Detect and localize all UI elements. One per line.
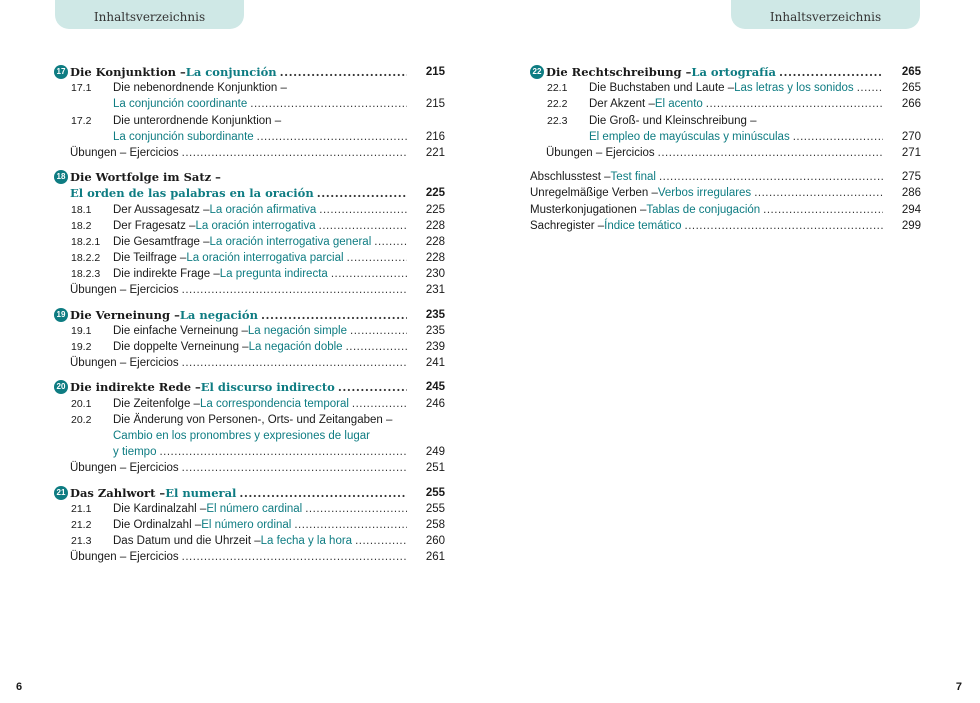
toc-entry[interactable] xyxy=(54,323,445,339)
toc-entry[interactable] xyxy=(54,169,445,185)
title-german: Übungen – Ejercicios xyxy=(70,284,179,297)
toc-entry[interactable] xyxy=(54,339,445,355)
entry-title xyxy=(113,218,407,234)
entry-title xyxy=(113,113,407,129)
leader-dots xyxy=(857,80,883,96)
section-number: 19.1 xyxy=(71,324,92,337)
page-reference: 230 xyxy=(425,268,445,281)
toc-entry[interactable] xyxy=(54,412,445,428)
page-reference: 251 xyxy=(425,462,445,475)
header-tab-right: Inhaltsverzeichnis xyxy=(731,0,920,29)
section-number: 22.2 xyxy=(547,98,568,111)
section-number: 17.1 xyxy=(71,82,92,95)
section-number: 17.2 xyxy=(71,114,92,127)
title-german: Die Rechtschreibung – xyxy=(546,65,692,79)
title-german: Die indirekte Rede – xyxy=(70,380,201,395)
toc-entry[interactable] xyxy=(54,428,445,444)
leader-dots xyxy=(338,379,407,395)
page-reference: 235 xyxy=(425,324,445,337)
leader-dots xyxy=(319,202,407,218)
toc-entry[interactable] xyxy=(54,250,445,266)
entry-title xyxy=(70,145,407,161)
page-reference: 294 xyxy=(901,203,921,216)
title-german: Die Wortfolge im Satz – xyxy=(70,170,221,185)
leader-dots xyxy=(659,169,883,185)
entry-title xyxy=(113,250,407,266)
leader-dots xyxy=(182,549,407,565)
page-reference: 299 xyxy=(901,219,921,232)
toc-entry[interactable] xyxy=(54,80,445,96)
page-reference: 265 xyxy=(901,66,921,78)
leader-dots xyxy=(280,64,407,80)
toc-entry[interactable] xyxy=(54,266,445,282)
title-spanish: La oración afirmativa xyxy=(209,203,317,216)
leader-dots xyxy=(352,396,407,412)
section-number: 18.2.1 xyxy=(71,235,101,248)
entry-title xyxy=(113,339,407,355)
leader-dots xyxy=(658,145,883,161)
entry-title xyxy=(530,218,883,234)
leader-dots xyxy=(182,145,407,161)
entry-title xyxy=(113,428,407,444)
leader-dots xyxy=(159,444,407,460)
page-number-left: 6 xyxy=(16,681,23,693)
toc-entry[interactable] xyxy=(54,444,445,460)
entry-title xyxy=(546,145,883,161)
title-german: Übungen – Ejercicios xyxy=(546,146,655,159)
page-reference: 225 xyxy=(425,187,445,200)
title-spanish: Índice temático xyxy=(604,219,682,232)
page-reference: 215 xyxy=(425,98,445,111)
title-german: Abschlusstest – xyxy=(530,171,611,184)
page-reference: 255 xyxy=(425,486,445,499)
leader-dots xyxy=(763,202,883,218)
page-reference: 258 xyxy=(425,518,445,531)
toc-entry[interactable] xyxy=(54,485,445,501)
toc-column-left xyxy=(54,64,445,565)
title-german: Der Akzent – xyxy=(589,98,655,111)
leader-dots xyxy=(250,96,407,112)
page-reference: 241 xyxy=(425,357,445,370)
leader-dots xyxy=(239,485,407,501)
page-reference: 228 xyxy=(425,252,445,265)
section-gap xyxy=(54,371,445,379)
section-number: 18.1 xyxy=(71,203,92,216)
entry-title xyxy=(113,501,407,517)
leader-dots xyxy=(261,307,407,323)
title-spanish: El numeral xyxy=(165,485,237,500)
entry-title xyxy=(530,169,883,185)
section-gap xyxy=(530,161,921,169)
toc-entry[interactable] xyxy=(54,64,445,80)
leader-dots xyxy=(793,129,883,145)
title-spanish: La negación xyxy=(179,307,258,322)
title-german: Die Zeitenfolge – xyxy=(113,397,200,410)
toc-entry[interactable] xyxy=(54,501,445,517)
title-german: Die Buchstaben und Laute – xyxy=(589,82,735,95)
title-german: Die Konjunktion – xyxy=(70,65,186,79)
page-reference: 228 xyxy=(425,219,445,232)
toc-entry[interactable] xyxy=(54,379,445,395)
entry-title xyxy=(113,80,407,96)
title-spanish: Las letras y los sonidos xyxy=(734,82,854,95)
toc-entry[interactable] xyxy=(530,218,921,234)
title-spanish: El número cardinal xyxy=(206,502,303,515)
section-number: 18.2 xyxy=(71,219,92,232)
entry-title xyxy=(113,202,407,218)
chapter-number-badge: 17 xyxy=(54,65,68,79)
title-spanish: El discurso indirecto xyxy=(200,380,335,395)
section-gap xyxy=(54,161,445,169)
page-reference: 235 xyxy=(425,308,445,321)
leader-dots xyxy=(317,185,407,201)
entry-title xyxy=(113,412,407,428)
leader-dots xyxy=(346,339,407,355)
title-german: Übungen – Ejercicios xyxy=(70,551,179,564)
page-reference: 266 xyxy=(901,98,921,111)
title-german: Musterkonjugationen – xyxy=(530,203,647,216)
title-spanish: El orden de las palabras en la oración xyxy=(70,186,314,201)
toc-entry[interactable] xyxy=(54,113,445,129)
toc-entry[interactable] xyxy=(54,129,445,145)
chapter-number-badge: 19 xyxy=(54,308,68,322)
title-spanish: La negación doble xyxy=(248,341,343,353)
title-spanish: Test final xyxy=(610,171,656,184)
title-spanish: La pregunta indirecta xyxy=(219,268,328,281)
page-reference: 286 xyxy=(901,187,921,200)
entry-title xyxy=(530,185,883,201)
title-german: Übungen – Ejercicios xyxy=(70,146,179,159)
chapter-number-badge: 21 xyxy=(54,486,68,500)
entry-title xyxy=(113,396,407,412)
toc-entry[interactable] xyxy=(54,185,445,201)
title-spanish: La conjunción coordinante xyxy=(113,98,248,111)
toc-entry[interactable] xyxy=(530,80,921,96)
title-german: Die Verneinung – xyxy=(70,307,180,322)
toc-entry[interactable] xyxy=(530,113,921,129)
section-number: 20.1 xyxy=(71,397,92,410)
section-number: 21.3 xyxy=(71,535,92,548)
toc-entry[interactable] xyxy=(54,533,445,549)
title-german: Die unterordnende Konjunktion – xyxy=(113,114,282,127)
page-reference: 228 xyxy=(425,235,445,248)
title-german: Die Kardinalzahl – xyxy=(113,502,207,515)
leader-dots xyxy=(257,129,407,145)
entry-title xyxy=(589,96,883,112)
title-spanish: La correspondencia temporal xyxy=(199,397,349,410)
title-spanish: La oración interrogativa parcial xyxy=(186,252,344,265)
title-spanish: La oración interrogativa xyxy=(195,219,316,232)
entry-title xyxy=(70,485,407,501)
entry-title xyxy=(70,282,407,298)
leader-dots xyxy=(347,250,407,266)
toc-entry[interactable] xyxy=(54,218,445,234)
entry-title xyxy=(70,307,407,323)
header-tab-left: Inhaltsverzeichnis xyxy=(55,0,244,29)
toc-entry[interactable] xyxy=(530,169,921,185)
section-gap xyxy=(54,299,445,307)
page-reference: 245 xyxy=(425,381,445,394)
title-german: Die nebenordnende Konjunktion – xyxy=(113,82,287,95)
toc-entry[interactable] xyxy=(530,129,921,145)
leader-dots xyxy=(779,64,883,80)
leader-dots xyxy=(350,323,407,339)
entry-title xyxy=(70,185,407,201)
title-german: Die indirekte Frage – xyxy=(113,268,220,281)
title-spanish: El acento xyxy=(654,98,703,111)
title-german: Die Groß- und Kleinschreibung – xyxy=(589,114,757,127)
title-spanish: La fecha y la hora xyxy=(260,535,353,548)
page-reference: 246 xyxy=(425,397,445,410)
entry-title xyxy=(589,80,883,96)
title-spanish: El número ordinal xyxy=(201,518,292,531)
toc-entry[interactable] xyxy=(54,202,445,218)
page-reference: 255 xyxy=(425,502,445,515)
entry-title xyxy=(70,355,407,371)
section-number: 20.2 xyxy=(71,413,92,426)
entry-title xyxy=(113,129,407,145)
title-german: Das Zahlwort – xyxy=(70,485,166,500)
title-german: Die Gesamtfrage – xyxy=(113,235,210,248)
entry-title xyxy=(113,533,407,549)
page-reference: 260 xyxy=(425,535,445,548)
section-number: 21.1 xyxy=(71,502,92,515)
chapter-number-badge: 18 xyxy=(54,170,68,184)
page-reference: 221 xyxy=(425,146,445,159)
toc-entry[interactable] xyxy=(530,145,921,161)
entry-title xyxy=(113,323,407,339)
toc-entry[interactable] xyxy=(530,64,921,80)
leader-dots xyxy=(355,533,407,549)
section-number: 22.1 xyxy=(547,82,568,95)
entry-title xyxy=(113,266,407,282)
page-reference: 275 xyxy=(901,171,921,184)
page-reference: 271 xyxy=(901,146,921,159)
toc-entry[interactable] xyxy=(54,307,445,323)
leader-dots xyxy=(685,218,883,234)
leader-dots xyxy=(331,266,407,282)
toc-entry[interactable] xyxy=(530,96,921,112)
title-german: Sachregister – xyxy=(530,219,605,232)
page-reference: 249 xyxy=(425,446,445,459)
entry-title xyxy=(589,113,883,129)
title-german: Der Fragesatz – xyxy=(113,219,196,232)
section-number: 18.2.2 xyxy=(71,252,101,265)
chapter-number-badge: 20 xyxy=(54,380,68,394)
section-gap xyxy=(54,477,445,485)
page-number-right: 7 xyxy=(955,681,962,693)
title-spanish: La negación simple xyxy=(247,324,347,337)
title-german: Übungen – Ejercicios xyxy=(70,462,179,475)
title-german: Unregelmäßige Verben – xyxy=(530,187,658,200)
leader-dots xyxy=(319,218,407,234)
page-reference: 215 xyxy=(425,66,445,78)
entry-title xyxy=(70,379,407,395)
entry-title xyxy=(113,234,407,250)
toc-entry[interactable] xyxy=(54,96,445,112)
title-spanish: La ortografía xyxy=(691,65,776,79)
page-reference: 231 xyxy=(425,284,445,297)
title-spanish: La conjunción xyxy=(185,65,277,79)
section-number: 21.2 xyxy=(71,518,92,531)
title-spanish: Cambio en los pronombres y expresiones de lugar xyxy=(113,429,370,442)
leader-dots xyxy=(294,517,407,533)
leader-dots xyxy=(182,460,407,476)
section-number: 19.2 xyxy=(71,341,92,353)
toc-entry[interactable] xyxy=(54,460,445,476)
title-german: Die Ordinalzahl – xyxy=(113,518,202,531)
toc-column-right xyxy=(530,64,921,234)
page-reference: 216 xyxy=(425,130,445,143)
entry-title xyxy=(70,169,407,185)
section-number: 18.2.3 xyxy=(71,268,101,281)
title-german: Die einfache Verneinung – xyxy=(113,324,248,337)
entry-title xyxy=(113,517,407,533)
title-german: Das Datum und die Uhrzeit – xyxy=(113,535,261,548)
title-german: Die Teilfrage – xyxy=(113,252,187,265)
toc-entry[interactable] xyxy=(54,549,445,565)
entry-title xyxy=(546,64,883,80)
page-reference: 225 xyxy=(425,203,445,216)
entry-title xyxy=(113,96,407,112)
page-reference: 261 xyxy=(425,551,445,564)
title-german: Der Aussagesatz – xyxy=(113,203,210,216)
section-number: 22.3 xyxy=(547,114,568,127)
title-german: Übungen – Ejercicios xyxy=(70,357,179,370)
entry-title xyxy=(530,202,883,218)
leader-dots xyxy=(182,282,407,298)
page-reference: 270 xyxy=(901,130,921,143)
toc-entry[interactable] xyxy=(530,202,921,218)
title-spanish: El empleo de mayúsculas y minúsculas xyxy=(589,130,790,143)
title-german: Die doppelte Verneinung – xyxy=(113,341,249,353)
title-spanish: La conjunción subordinante xyxy=(113,130,254,143)
toc-entry[interactable] xyxy=(54,282,445,298)
leader-dots xyxy=(374,234,407,250)
title-spanish: La oración interrogativa general xyxy=(209,235,372,248)
title-spanish: y tiempo xyxy=(113,446,157,459)
entry-title xyxy=(70,460,407,476)
leader-dots xyxy=(754,185,883,201)
toc-entry[interactable] xyxy=(54,234,445,250)
leader-dots xyxy=(182,355,407,371)
title-german: Die Änderung von Personen-, Orts- und Zeitangaben – xyxy=(113,413,393,426)
page-reference: 265 xyxy=(901,82,921,95)
entry-title xyxy=(70,64,407,80)
toc-entry[interactable] xyxy=(54,355,445,371)
toc-entry[interactable] xyxy=(54,396,445,412)
entry-title xyxy=(113,444,407,460)
toc-entry[interactable] xyxy=(54,517,445,533)
toc-entry[interactable] xyxy=(54,145,445,161)
leader-dots xyxy=(706,96,883,112)
title-spanish: Tablas de conjugación xyxy=(646,203,761,216)
toc-entry[interactable] xyxy=(530,185,921,201)
leader-dots xyxy=(305,501,407,517)
chapter-number-badge: 22 xyxy=(530,65,544,79)
title-spanish: Verbos irregulares xyxy=(657,187,752,200)
page-reference: 239 xyxy=(425,341,445,353)
entry-title xyxy=(70,549,407,565)
entry-title xyxy=(589,129,883,145)
